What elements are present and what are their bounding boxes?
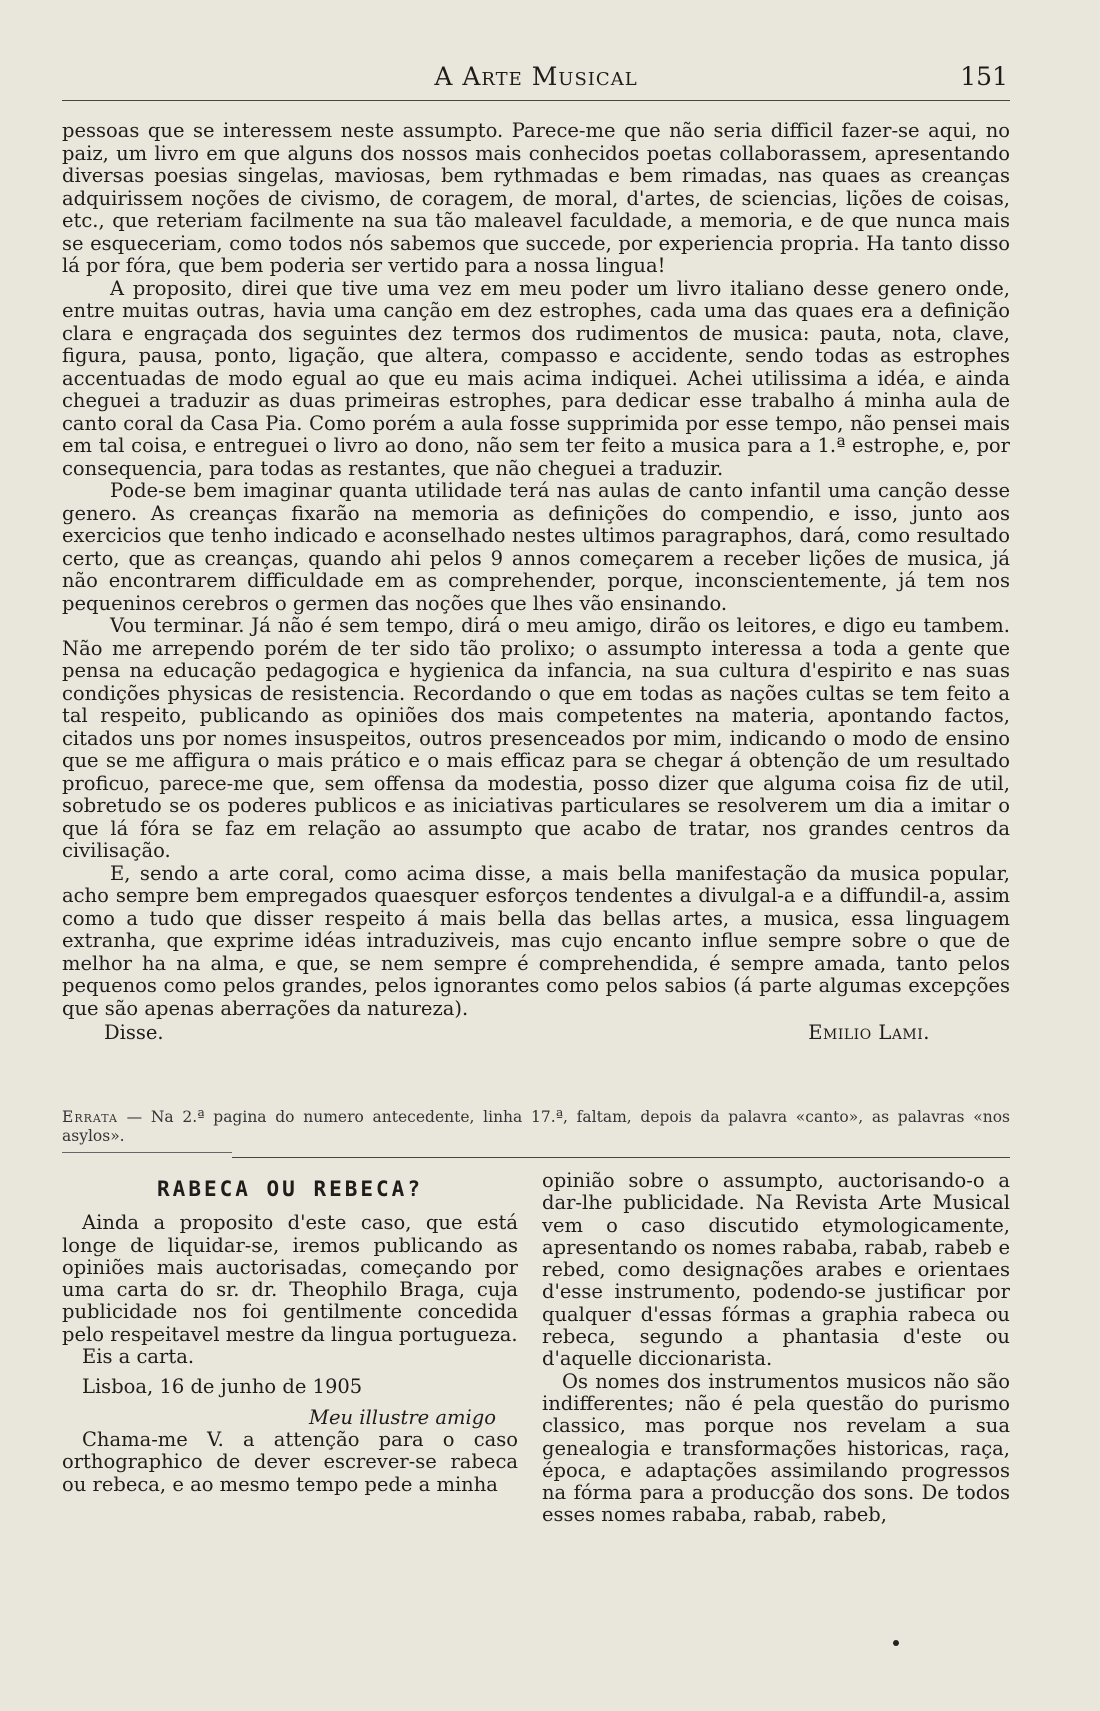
right-column — [542, 1170, 1010, 1527]
column-paragraph: Os nomes dos instrumentos musicos não são indifferentes; não é pela questão do purismo classico, mas porque nos revelam a sua genealogia e transformações historicas, raça, época, e adaptações assimilando progressos na fórma para a producção dos sons. De todos esses nomes rababa, rabab, rabeb, — [542, 1369, 1010, 1527]
ink-speck — [893, 1640, 899, 1646]
author-name: Emilio Lami. — [808, 1021, 930, 1044]
column-paragraph: Ainda a proposito d'este caso, que está longe de liquidar-se, iremos publicando as opiniões mais auctorisadas, começando por uma carta do sr. dr. Theophilo Braga, cuja publicidade nos foi gentilmente concedida pelo respeitavel mestre da lingua portugueza. — [62, 1211, 518, 1346]
column-paragraph: Chama-me V. a attenção para o caso orthographico de dever escrever-se rabeca ou rebeca, e ao mesmo tempo pede a minha — [62, 1427, 518, 1496]
letter-salutation: Meu illustre amigo — [308, 1405, 496, 1429]
journal-title: A Arte Musical — [434, 62, 638, 91]
section-title: RABECA OU REBECA? — [157, 1177, 423, 1201]
errata-note — [62, 1108, 1010, 1146]
errata-label: Errata — [62, 1108, 118, 1126]
article-body — [62, 120, 1010, 1050]
column-paragraph: Eis a carta. — [82, 1345, 195, 1369]
article-paragraph: Vou terminar. Já não é sem tempo, dirá o meu amigo, dirão os leitores, e digo eu tambem. Não me arrependo porém de ter sido tão prolixo; o assumpto interessa a toda a gente que pensa na educação pedagogica e hygienica da infancia, na sua cultura d'espirito e nas suas condições physicas de resistencia. Recordando o que em todas as nações cultas se tem feito a tal respeito, publicando as opiniões dos mais competentes na materia, apontando factos, citados uns por nomes insuspeitos, outros presenceados por mim, indicando o modo de ensino que se me affigura o mais prático e o mais efficaz para se chegar á obtenção de um resultado proficuo, parece-me que, sem offensa da modestia, posso dizer que alguma coisa fiz de util, sobretudo se os poderes publicos e as iniciativas particulares se resolverem um dia a imitar o que lá fóra se faz em relação ao assumpto que acabo de tratar, nos grandes centros da civilisação. — [62, 614, 1010, 862]
errata-text: — Na 2.ª pagina do numero antecedente, linha 17.ª, faltam, depois da palavra «canto», as palavras «nos asylos». — [62, 1108, 1010, 1145]
left-column — [62, 1170, 518, 1496]
article-paragraph: Pode-se bem imaginar quanta utilidade terá nas aulas de canto infantil uma canção desse genero. As creanças fixarão na memoria as definições do compendio, e isso, junto aos exercicios que tenho indicado e aconselhado nestes ultimos paragraphos, dará, como resultado certo, que as creanças, quando ahi pelos 9 annos começarem a receber lições de musica, já não encontrarem difficuldade em as comprehender, porque, inconscientemente, já tem nos pequeninos cerebros o germen das noções que lhes vão ensinando. — [62, 479, 1010, 615]
letter-dateline: Lisboa, 16 de junho de 1905 — [82, 1375, 363, 1399]
column-paragraph: opinião sobre o assumpto, auctorisando-o a dar-lhe publicidade. Na Revista Arte Musical vem o caso discutido etymologicamente, apresentando os nomes rababa, rabab, rabeb e rebed, como designações arabes e orientaes d'esse instrumento, podendo-se justificar por qualquer d'essas fórmas a graphia rabeca ou rebeca, segundo a phantasia d'este ou d'aquelle diccionarista. — [542, 1169, 1010, 1371]
article-paragraph: E, sendo a arte coral, como acima disse, a mais bella manifestação da musica popular, acho sempre bem empregados quaesquer esforços tendentes a divulgal-a e a diffundil-a, assim como a tudo que disser respeito á mais bella das bellas artes, a musica, essa linguagem extranha, que exprime idéas intraduziveis, mas cujo encanto influe sempre sobre o que de melhor ha na alma, e que, se nem sempre é comprehendida, é sempre amada, tanto pelos pequenos como pelos grandes, pelos ignorantes como pelos sabios (á parte algumas excepções que são apenas aberrações da natureza). — [62, 861, 1010, 1020]
page-header — [62, 60, 1010, 101]
article-paragraph: pessoas que se interessem neste assumpto. Parece-me que não seria difficil fazer-se aqui, no paiz, um livro em que alguns dos nossos mais conhecidos poetas collaborassem, apresentando diversas poesias singelas, maviosas, bem rythmadas e bem rimadas, nas quaes as creanças adquirissem noções de civismo, de coragem, de moral, d'artes, de sciencias, lições de coisas, etc., que reteriam facilmente na sua tão maleavel faculdade, a memoria, e de que nunca mais se esqueceriam, como todos nós sabemos que succede, por experiencia propria. Ha tanto disso lá por fóra, que bem poderia ser vertido para a nossa lingua! — [62, 119, 1010, 277]
page-number: 151 — [960, 62, 1008, 91]
closing-word: Disse. — [104, 1021, 164, 1044]
article-signature — [62, 1022, 1010, 1050]
article-paragraph: A proposito, direi que tive uma vez em meu poder um livro italiano desse genero onde, entre muitas outras, havia uma canção em dez estrophes, cada uma das quaes era a definição clara e engraçada dos seguintes dez termos dos rudimentos de musica: pauta, nota, clave, figura, pausa, ponto, ligação, que altera, compasso e accidente, sendo todas as estrophes accentuadas de modo egual ao que eu mais acima indiquei. Achei utilissima a idéa, e ainda cheguei a traduzir as duas primeiras estrophes, para dedicar esse trabalho á minha aula de canto coral da Casa Pia. Como porém a aula fosse supprimida por esse tempo, não pensei mais em tal coisa, e entreguei o livro ao dono, não sem ter feito a musica para a 1.ª estrophe, e, por consequencia, para todas as restantes, que não cheguei a traduzir. — [62, 276, 1010, 480]
divider-long — [232, 1157, 1010, 1158]
divider-short — [62, 1152, 232, 1153]
